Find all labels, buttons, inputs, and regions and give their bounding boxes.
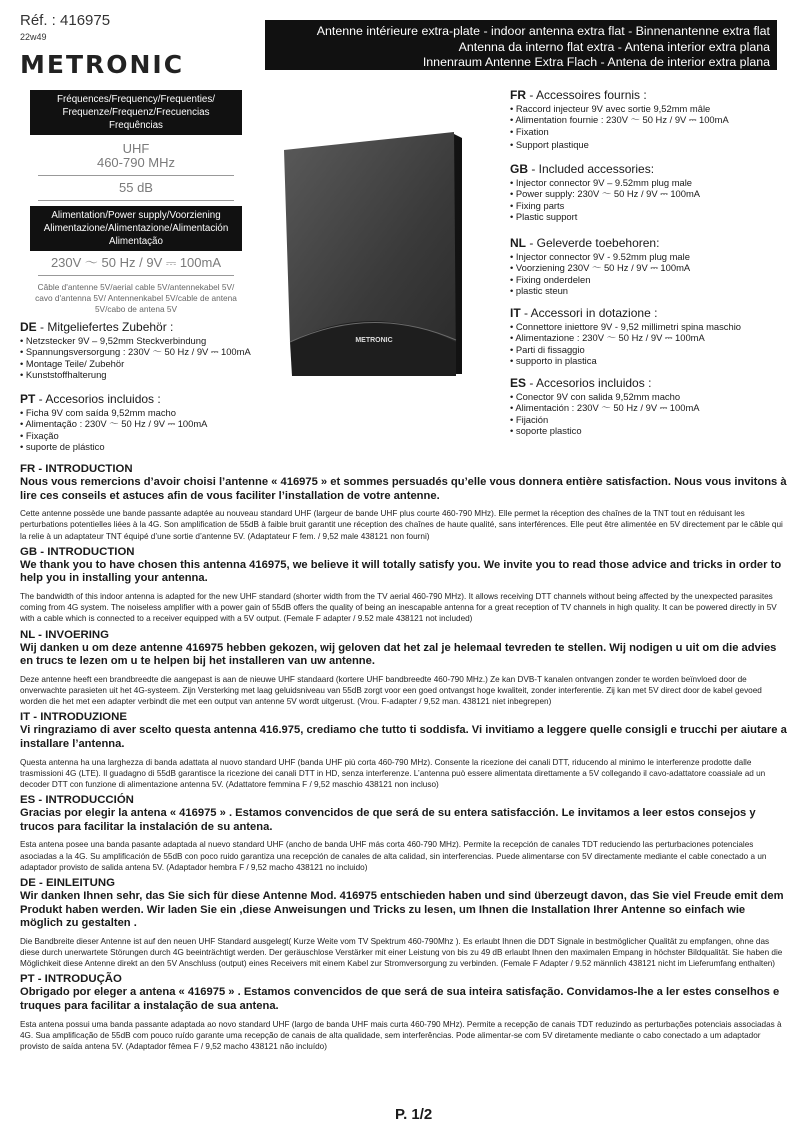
accessories-title: - Accesorios incluidos : bbox=[35, 392, 161, 406]
title-line: Innenraum Antenne Extra Flach - Antena de interior extra plana bbox=[422, 55, 770, 70]
section-it bbox=[20, 711, 790, 790]
brand-logo: METRONIC bbox=[20, 50, 185, 79]
accessories-heading bbox=[20, 320, 280, 334]
lang-code: IT bbox=[510, 306, 521, 320]
list-item: • suporte de plástico bbox=[20, 441, 280, 452]
section-gb bbox=[20, 546, 790, 625]
accessories-fr bbox=[510, 88, 790, 151]
list-item: • supporto in plastica bbox=[510, 355, 790, 366]
list-item: • Parti di fissaggio bbox=[510, 344, 790, 355]
accessories-it bbox=[510, 306, 790, 367]
accessories-title: - Included accessories: bbox=[528, 162, 655, 176]
list-item: • Montage Teile/ Zubehör bbox=[20, 358, 280, 369]
lang-code: FR bbox=[510, 88, 526, 102]
list-item: • Fixing parts bbox=[510, 200, 790, 211]
accessories-title: - Accessoires fournis : bbox=[526, 88, 647, 102]
divider bbox=[38, 175, 234, 176]
lang-code: NL bbox=[510, 236, 526, 250]
lang-code: PT bbox=[20, 392, 36, 406]
list-item: • Alimentación : 230V ～ 50 Hz / 9V ⎓ 100mA bbox=[510, 402, 790, 413]
section-intro: Obrigado por eleger a antena « 416975 » . Estamos convencidos de que será de sua inteira satisfação. Convidamos-lhe a ler estes conselhos e truques para facilitar a instalação de sua antena. bbox=[20, 986, 780, 1012]
cable-info-line: cavo d'antenna 5V/ Antennenkabel 5V/cable de antena bbox=[35, 293, 237, 303]
title-line: Antenna da interno flat extra - Antena interior extra plana bbox=[458, 39, 770, 54]
reference-number: Réf. : 416975 bbox=[20, 12, 111, 29]
accessories-es bbox=[510, 376, 790, 437]
section-heading: ES - INTRODUCCIÓN bbox=[20, 794, 134, 807]
list-item: • Raccord injecteur 9V avec sortie 9,52mm mâle bbox=[510, 103, 790, 114]
title-line: Antenne intérieure extra-plate - indoor antenna extra flat - Binnenantenne extra flat bbox=[316, 24, 770, 38]
frequency-header-line: Frequências bbox=[109, 120, 163, 131]
section-fr bbox=[20, 463, 790, 542]
section-intro: Wij danken u om deze antenne 416975 hebben gekozen, wij geloven dat het zal je helemaal tevreden te stellen. Wij nodigen u uit om die advies en trucs te lezen om u te helpen bij het installeren van uw antenne. bbox=[20, 641, 777, 668]
list-item: • Ficha 9V com saída 9,52mm macho bbox=[20, 407, 280, 418]
section-text: Die Bandbreite dieser Antenne ist auf den neuen UHF Standard ausgelegt( Kurze Weite vom TV Spektrum 460-790Mhz ). Es erlaubt Ihnen die DDT Signale in bestmöglicher Qualität zu empfangen, ohne das diese durch unerwartete Störungen durch 4G beeinträchtigt werden. Der geräuschlose Verstärker mit einer Leistung von bis zu 49 dB erlaubt Ihnen den maximalen Empang in höchster Bildqualität. Sie haben die Möglichkeit diese Antenne direkt an den 5V Anschluss (output) eines Receivers mit einem Kabel zur Stromversorgung zu verbinden. (Female F Adapter / 9.52 männlich 438121 nicht im Lieferumfang enthalten) bbox=[20, 936, 783, 969]
list-item: • Injector connector 9V – 9.52mm plug male bbox=[510, 177, 790, 188]
section-heading: GB - INTRODUCTION bbox=[20, 545, 135, 558]
section-intro: Nous vous remercions d’avoir choisi l’antenne « 416975 » et sommes persuadés qu’elle vous donnera entière satisfaction. Nous vous invitons à lire ces conseils et astuces afin de vous faciliter l’installation de votre antenne. bbox=[20, 476, 787, 502]
introduction-sections bbox=[20, 463, 790, 1056]
list-item: • soporte plastico bbox=[510, 425, 790, 436]
cable-info-line: Câble d'antenne 5V/aerial cable 5V/antennekabel 5V/ bbox=[37, 282, 235, 292]
section-intro: Wir danken Ihnen sehr, das Sie sich für diese Antenne Mod. 416975 entschieden haben und sind überzeugt davon, das Sie viel Freude emit dem Produkt haben werden. Wir laden Sie ein ,diese Anweisungen und Tricks zu lesen, um Ihnen die Installation Ihrer Antenne so einfach wie möglich zu gestalten . bbox=[20, 889, 784, 930]
section-text: Questa antenna ha una larghezza di banda adattata al nuovo standard UHF (banda UHF più corta 460-790 MHz). Consente la ricezione dei canali DTT, riducendo al minimo le interferenze prodotte dalle trasmissioni 4G (LTE). Il guadagno di 55dB garantisce la ricezione dei canali DTT in HD, senza interferenze. L’antenna può essere alimentata direttamente a 5V collegando il cavo-adattatore coassiale ad un decoder DTT con funzione di alimentazione antenna 5V. (Adattatore femmina F / 9,52 maschio 438121 non incluso) bbox=[20, 757, 766, 789]
power-header bbox=[30, 206, 242, 251]
list-item: • Fijación bbox=[510, 414, 790, 425]
accessories-heading bbox=[510, 88, 790, 102]
power-value: 230V ～ 50 Hz / 9V ⎓ 100mA bbox=[50, 255, 222, 270]
list-item: • Fixing onderdelen bbox=[510, 274, 790, 285]
section-heading: DE - EINLEITUNG bbox=[20, 876, 115, 889]
list-item: • Fixation bbox=[510, 126, 790, 137]
band-value: UHF bbox=[122, 141, 150, 156]
section-heading: PT - INTRODUÇÃO bbox=[20, 973, 122, 986]
list-item: • Power supply: 230V ～ 50 Hz / 9V ⎓ 100mA bbox=[510, 188, 790, 199]
section-intro: Gracias por elegir la antena « 416975 » . Estamos convencidos de que será de su entera satisfacción. Le invitamos a leer estos consejos y trucos para facilitar la instalación de su antena. bbox=[20, 807, 756, 833]
title-banner bbox=[265, 20, 777, 70]
section-intro: Vi ringraziamo di aver scelto questa antenna 416.975, crediamo che tutto ti soddisfa. Vi invitiamo a leggere quelle consigli e trucchi per aiutare a installare l’antenna. bbox=[20, 724, 787, 750]
section-text: Deze antenne heeft een brandbreedte die aangepast is aan de nieuwe UHF standaard (kortere UHF bandbreedte 460-790 MHz.) Ze kan DVB-T kanalen ontvangen zonder te worden beïnvloed door de onverwachte parasieten uit het 4G-systeem. Zijn Versterking met laag geluidsniveau van 55dB zorgt voor een goed ontvangst hoge kwaliteit, zonder interferentie. Zij kan met 5V direct door de kabel gevoed worden die het met een adapter verbindt die met een output van antenne 5V wordt uitgerust. (Vrou. F-adapter / 9,52 man. 438121 niet inbegrepen) bbox=[20, 674, 762, 707]
list-item: • Plastic support bbox=[510, 211, 790, 222]
accessories-nl bbox=[510, 236, 790, 297]
accessories-title: - Mitgeliefertes Zubehör : bbox=[36, 320, 174, 334]
list-item: • Voorziening 230V ～ 50 Hz / 9V ⎓ 100mA bbox=[510, 262, 790, 273]
version-code: 22w49 bbox=[20, 32, 47, 42]
section-nl bbox=[20, 629, 790, 708]
accessories-heading bbox=[510, 162, 790, 176]
list-item: • Kunststoffhalterung bbox=[20, 369, 280, 380]
accessories-pt bbox=[20, 392, 280, 453]
accessories-heading bbox=[20, 392, 280, 406]
list-item: • Connettore iniettore 9V - 9,52 millimetri spina maschio bbox=[510, 321, 790, 332]
list-item: • plastic steun bbox=[510, 285, 790, 296]
accessories-title: - Geleverde toebehoren: bbox=[526, 236, 660, 250]
accessories-heading bbox=[510, 376, 790, 390]
accessories-gb bbox=[510, 162, 790, 223]
section-text: Esta antena possui uma banda passante adaptada ao novo standard UHF (largo de banda UHF mais curta 460-790 MHz). Permite a recepção de canais TDT reduzindo as perturbações potenciais associadas à 4G. Sua amplificação de 55dB com pouco ruído garante uma recepção de canais de alta qualidade, sem interferências. Pode alimentar-se com 5V diretamente mediante o cabo conectado a um adaptador provisto de saída antena 5V. (Adaptador fêmea F / 9,52 macho 438121 não incluído) bbox=[20, 1019, 782, 1051]
list-item: • Netzstecker 9V – 9,52mm Steckverbindung bbox=[20, 335, 280, 346]
accessories-title: - Accesorios incluidos : bbox=[526, 376, 652, 390]
section-text: The bandwidth of this indoor antenna is adapted for the new UHF standard (shorter width from the TV aerial 460-790 MHz). It allows receiving DTT channels without being affected by the unexpected parasites coming from 4G system. The noiseless amplifier with a power gain of 55dB offers the quality of being an inescapable antenna for a great reception of TV channels in high quality. It can be powered directly in 5V with a cable which is connected to a receiver equipped with a 5V output. (Female F adapter / 9.52 male 438121 not included) bbox=[20, 591, 777, 624]
antenna-product-image bbox=[282, 130, 472, 378]
list-item: • Conector 9V con salida 9,52mm macho bbox=[510, 391, 790, 402]
gain-value: 55 dB bbox=[119, 180, 153, 195]
list-item: • Spannungsversorgung : 230V ～ 50 Hz / 9V ⎓ 100mA bbox=[20, 346, 280, 357]
section-heading: IT - INTRODUZIONE bbox=[20, 711, 127, 724]
section-es bbox=[20, 794, 790, 873]
list-item: • Alimentation fournie : 230V ～ 50 Hz / 9V ⎓ 100mA bbox=[510, 114, 790, 125]
section-intro: We thank you to have chosen this antenna 416975, we believe it will totally satisfy you. We invite you to read those advice and tricks in order to help you in installing your antenna. bbox=[20, 558, 782, 585]
page-number: P. 1/2 bbox=[395, 1106, 433, 1123]
spec-box bbox=[30, 90, 242, 315]
list-item: • Fixação bbox=[20, 430, 280, 441]
accessories-heading bbox=[510, 306, 790, 320]
antenna-logo: METRONIC bbox=[355, 337, 393, 344]
cable-info bbox=[30, 282, 242, 315]
range-value: 460-790 MHz bbox=[96, 155, 176, 170]
list-item: • Injector connector 9V - 9.52mm plug male bbox=[510, 251, 790, 262]
list-item: • Alimentação : 230V ～ 50 Hz / 9V ⎓ 100mA bbox=[20, 418, 280, 429]
power-header-line: Alimentação bbox=[109, 236, 163, 247]
list-item: • Alimentazione : 230V ～ 50 Hz / 9V ⎓ 100mA bbox=[510, 332, 790, 343]
list-item: • Support plastique bbox=[510, 139, 790, 150]
frequency-header-line: Fréquences/Frequency/Frequenties/ bbox=[57, 94, 215, 105]
lang-code: DE bbox=[20, 320, 37, 334]
divider bbox=[38, 275, 234, 276]
power-header-line: Alimentation/Power supply/Voorziening bbox=[51, 210, 221, 221]
lang-code: ES bbox=[510, 376, 527, 390]
frequency-header bbox=[30, 90, 242, 135]
accessories-heading bbox=[510, 236, 790, 250]
lang-code: GB bbox=[510, 162, 528, 176]
section-text: Cette antenne possède une bande passante adaptée au nouveau standard UHF (largeur de bande UHF plus courte 460-790 MHz). Elle permet la réception des chaînes de la TNT tout en réduisant les perturbations potentielles liées à la 4G. Son amplification de 55dB à faible bruit garantit une réception des chaînes de haute qualité, sans interférences. Elle peut être alimentée en 5V directement par le câble qui la relie à un adaptateur TNT équipé d’une sortie d’antenne 5V. (Adaptateur F fem. / 9,52 male 438121 non fourni) bbox=[20, 509, 783, 541]
power-header-line: Alimentazione/Alimentazione/Alimentación bbox=[43, 223, 229, 234]
cable-info-line: 5V/cabo de antena 5V bbox=[94, 304, 178, 314]
section-pt bbox=[20, 973, 790, 1052]
divider bbox=[38, 200, 234, 201]
accessories-de bbox=[20, 320, 280, 381]
accessories-title: - Accessori in dotazione : bbox=[520, 306, 658, 320]
section-text: Esta antena posee una banda pasante adaptada al nuevo standard UHF (ancho de banda UHF más corta 460-790 MHz). Permite la recepción de canales TDT reduciendo las perturbaciones potenciales asociadas a la 4G. Su amplificación de 55dB con poco ruido garantiza una recepción de canales de alta calidad, sin interferencias. Puede alimentarse con 5V directamente mediante el cable conectado a un adaptador provisto de salida antena 5V. (Adaptador hembra F / 9,52 macho 438121 no incluido) bbox=[20, 840, 767, 872]
section-heading: NL - INVOERING bbox=[20, 628, 110, 641]
section-heading: FR - INTRODUCTION bbox=[20, 463, 133, 475]
section-de bbox=[20, 877, 790, 969]
frequency-header-line: Frequenze/Frequenz/Frecuencias bbox=[62, 107, 210, 118]
